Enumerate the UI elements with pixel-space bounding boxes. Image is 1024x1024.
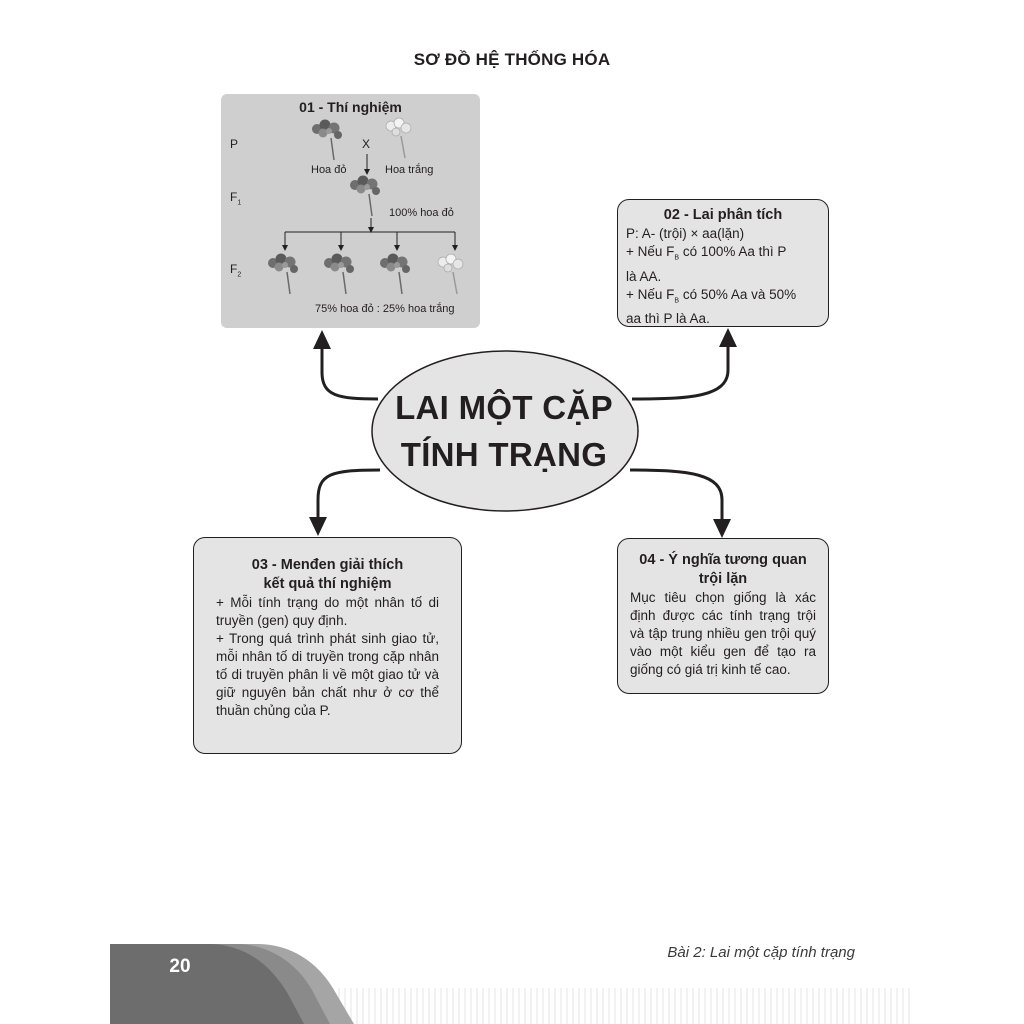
mendel-title-line1: 03 - Menđen giải thích bbox=[251, 557, 404, 573]
test-cross-title: 02 - Lai phân tích bbox=[663, 207, 783, 223]
f2-result: 75% hoa đỏ : 25% hoa trắng bbox=[315, 303, 455, 315]
red-flower-icon bbox=[268, 254, 298, 295]
test-cross-box bbox=[617, 199, 829, 327]
red-flower-label: Hoa đỏ bbox=[311, 164, 347, 176]
white-flower-label: Hoa trắng bbox=[385, 164, 434, 176]
test-cross-line2: + Nếu $F_B$ có 100% Aa thì P bbox=[626, 244, 787, 262]
footer-chapter-title: Bài 2: Lai một cặp tính trạng bbox=[667, 944, 855, 961]
red-flower-icon bbox=[312, 120, 342, 161]
f1-result: 100% hoa đỏ bbox=[389, 207, 454, 219]
page-title: SƠ ĐỒ HỆ THỐNG HÓA bbox=[413, 50, 611, 69]
significance-title-line2: trội lặn bbox=[698, 571, 748, 587]
mendel-text: + Mỗi tính trạng do một nhân tố di truyền (gen) quy định. bbox=[216, 595, 439, 628]
test-cross-line3: là AA. bbox=[626, 268, 662, 284]
center-title-line1: LAI MỘT CẶP bbox=[395, 389, 613, 426]
center-title-line2: TÍNH TRẠNG bbox=[400, 436, 608, 473]
row-label-f1: $F_1$ bbox=[230, 190, 242, 207]
white-flower-icon bbox=[386, 118, 411, 158]
red-flower-icon bbox=[324, 254, 354, 295]
row-label-p: P bbox=[230, 137, 239, 151]
page-number: 20 bbox=[169, 956, 191, 977]
test-cross-line5: aa thì P là Aa. bbox=[626, 311, 710, 327]
red-flower-icon bbox=[380, 254, 410, 295]
red-flower-icon bbox=[350, 176, 380, 217]
significance-title-line1: 04 - Ý nghĩa tương quan bbox=[639, 552, 807, 568]
white-flower-icon bbox=[438, 254, 463, 294]
cross-diagram bbox=[221, 94, 480, 328]
significance-box bbox=[617, 538, 829, 694]
significance-text: Mục tiêu chọn giống là xác định được các tính trạng trội và tập trung nhiều gen trội quý vào một kiểu gen để tạo ra giống có giá trị kinh tế cao. bbox=[630, 590, 816, 677]
row-label-f2: $F_2$ bbox=[230, 262, 242, 279]
test-cross-line4: + Nếu $F_B$ có 50% Aa và 50% bbox=[626, 286, 797, 305]
test-cross-line1: P: A- (trội) × aa(lặn) bbox=[626, 226, 745, 241]
experiment-title: 01 - Thí nghiệm bbox=[299, 99, 402, 115]
mendel-title-line2: kết quả thí nghiệm bbox=[263, 576, 392, 592]
center-title bbox=[372, 384, 636, 478]
cross-symbol: X bbox=[362, 137, 371, 151]
mendel-text-2: + Trong quá trình phát sinh giao tử, mỗi nhân tố di truyền trong cặp nhân tố di truyền phân li về một giao tử và giữ nguyên bản chất như ở cơ thể thuần chủng của P. bbox=[216, 631, 439, 718]
experiment-box bbox=[221, 94, 480, 328]
mendel-explanation-box bbox=[193, 537, 462, 754]
